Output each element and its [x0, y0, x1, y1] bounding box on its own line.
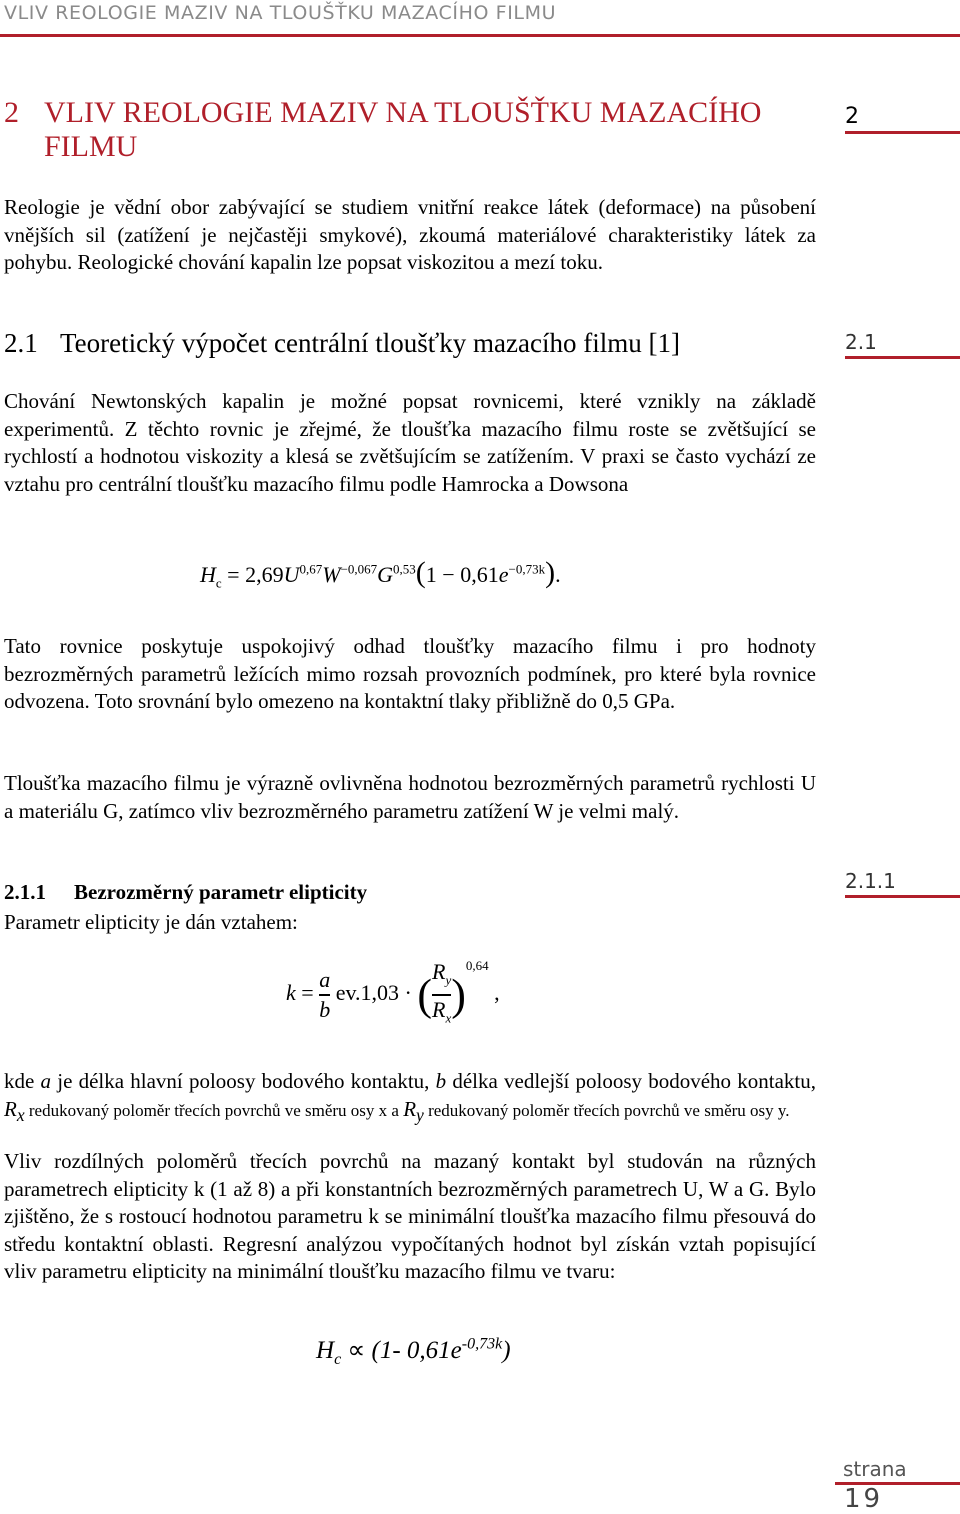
- formula-equals: =: [301, 980, 314, 1006]
- intro-paragraph: Reologie je vědní obor zabývající se studiem vnitřní reakce látek (deformace) na působení vnějších sil (zatížení je nejčastěji smykové), zkoumá materiálové charakteristiky látek za pohybu. Reologické chování kapalin lze popsat viskozitou a mezí toku.: [4, 195, 816, 274]
- formula-paren-open: (: [415, 556, 426, 589]
- formula-paren-close: ): [451, 970, 466, 1020]
- paragraph-estimate: Tato rovnice poskytuje uspokojivý odhad tloušťky mazacího filmu i pro hodnoty bezrozměrných parametrů ležících mimo rozsah provozních podmínek, pro které byla rovnice odvozena. Toto srovnání bylo omezeno na kontaktní tlaky přibližně do 0,5 GPa.: [4, 634, 816, 713]
- formula-ev-coefficient: ev.1,03 ·: [335, 980, 412, 1006]
- fraction-numerator: [432, 958, 451, 994]
- paragraph-definitions: [4, 1068, 816, 1129]
- formula-lhs: H: [200, 562, 216, 587]
- running-header: VLIV REOLOGIE MAZIV NA TLOUŠŤKU MAZACÍHO FILMU: [4, 2, 557, 24]
- margin-number: 2: [845, 104, 859, 129]
- rx-symbol: R: [432, 996, 446, 1022]
- symbol-a: a: [40, 1069, 52, 1093]
- text: redukovaný poloměr třecích povrchů ve směru osy x a: [24, 1100, 404, 1120]
- formula-g-exp: 0,53: [393, 561, 416, 577]
- rx-sub: x: [445, 1010, 452, 1026]
- proportional-symbol: ∝: [347, 1337, 366, 1364]
- formula-g: G: [377, 562, 394, 587]
- subsection-heading: [4, 880, 367, 905]
- fraction-ry-over-rx: [432, 958, 451, 1032]
- header-rule: [0, 34, 960, 37]
- formula-lhs-sub: c: [215, 575, 222, 591]
- formula-coefficient: = 2,69: [227, 562, 284, 587]
- formula-end: .: [555, 562, 561, 587]
- fraction-denominator: b: [319, 996, 331, 1022]
- fraction-numerator: a: [319, 967, 331, 993]
- symbol-ry: R: [403, 1096, 417, 1121]
- chapter-title-line2: FILMU: [44, 130, 138, 163]
- symbol-ry-sub: y: [416, 1104, 424, 1125]
- text: délka vedlejší poloosy bodového kontaktu,: [446, 1069, 816, 1093]
- subsection-number: 2.1.1: [4, 880, 46, 904]
- formula-h-sub: c: [334, 1351, 342, 1368]
- subsection-title: Bezrozměrný parametr elipticity: [74, 880, 368, 904]
- section-number: 2.1: [4, 328, 38, 358]
- margin-number: 2.1: [845, 330, 877, 354]
- ry-symbol: R: [432, 959, 446, 984]
- formula-e: e: [498, 562, 509, 587]
- formula-hamrock-dowson: [200, 556, 561, 591]
- margin-marker-subsection: [845, 869, 960, 898]
- formula-body: (1- 0,61e: [371, 1337, 462, 1364]
- text: kde: [4, 1069, 41, 1093]
- formula-exp: -0,73k: [461, 1335, 503, 1353]
- formula-paren-close: ): [545, 556, 556, 589]
- margin-marker-section: [845, 330, 960, 359]
- text: je délka hlavní poloosy bodového kontaktu,: [51, 1069, 436, 1093]
- formula-close: ): [502, 1337, 511, 1364]
- margin-bar: [845, 131, 960, 134]
- symbol-b: b: [435, 1069, 447, 1093]
- formula-k: k: [286, 980, 296, 1006]
- formula-paren-open: (: [417, 970, 433, 1020]
- symbol-rx: R: [4, 1096, 17, 1121]
- paragraph-study: Vliv rozdílných poloměrů třecích povrchů na mazaný kontakt byl studován na různých parametrech elipticity k (1 až 8) a při konstantních bezrozměrných parametrech U, W a G. Bylo zjištěno, že s rostoucí hodnotou parametru k se minimální tloušťka mazacího filmu přesouvá do středu kontaktní oblasti. Regresní analýzou vypočítaných hodnot byl získán vztah popisující vliv parametru elipticity na minimální tloušťku mazacího filmu ve tvaru:: [4, 1149, 816, 1283]
- margin-bar: [845, 895, 960, 898]
- section-heading: [4, 328, 680, 359]
- fraction-a-over-b: [319, 966, 330, 1024]
- subsection-lead: Parametr elipticity je dán vztahem:: [4, 910, 298, 934]
- formula-one-minus: 1 − 0,61: [425, 562, 499, 587]
- chapter-title: [4, 96, 764, 163]
- footer-label: strana: [843, 1457, 907, 1481]
- margin-marker-chapter: [845, 104, 960, 134]
- paragraph-influence: Tloušťka mazacího filmu je výrazně ovlivněna hodnotou bezrozměrných parametrů rychlosti U a materiálu G, zatímco vliv bezrozměrného parametru zatížení W je velmi malý.: [4, 771, 816, 823]
- paragraph-newtonian: Chování Newtonských kapalin je možné popsat rovnicemi, které vznikly na základě experimentů. Z těchto rovnic je zřejmé, že tloušťka mazacího filmu roste se zvětšující se rychlostí a hodnotou viskozity a klesá se zvětšujícím se zatížením. V praxi se často vychází ze vztahu pro centrální tloušťku mazacího filmu podle Hamrocka a Dowsona: [4, 389, 816, 496]
- chapter-title-line1: VLIV REOLOGIE MAZIV NA TLOUŠŤKU MAZACÍHO: [44, 96, 762, 129]
- formula-u: U: [283, 562, 300, 587]
- formula-ellipticity: [286, 958, 500, 1032]
- chapter-number: 2: [4, 96, 19, 129]
- formula-exp: 0,64: [465, 957, 489, 973]
- formula-min-thickness: [316, 1335, 511, 1369]
- symbol-rx-sub: x: [16, 1104, 25, 1125]
- formula-w: W: [322, 562, 341, 587]
- page-number: 19: [844, 1484, 884, 1514]
- section-title: Teoretický výpočet centrální tloušťky mazacího filmu [1]: [60, 328, 680, 358]
- formula-e-exp: −0,73k: [508, 561, 546, 577]
- text: redukovaný poloměr třecích povrchů ve směru osy y.: [423, 1100, 790, 1120]
- margin-bar: [845, 356, 960, 359]
- formula-end: ,: [494, 980, 500, 1006]
- formula-w-exp: −0,067: [340, 561, 378, 577]
- margin-number: 2.1.1: [845, 869, 896, 893]
- formula-h: H: [316, 1337, 335, 1364]
- formula-u-exp: 0,67: [299, 561, 323, 577]
- fraction-denominator: [432, 996, 451, 1032]
- ry-sub: y: [445, 972, 452, 988]
